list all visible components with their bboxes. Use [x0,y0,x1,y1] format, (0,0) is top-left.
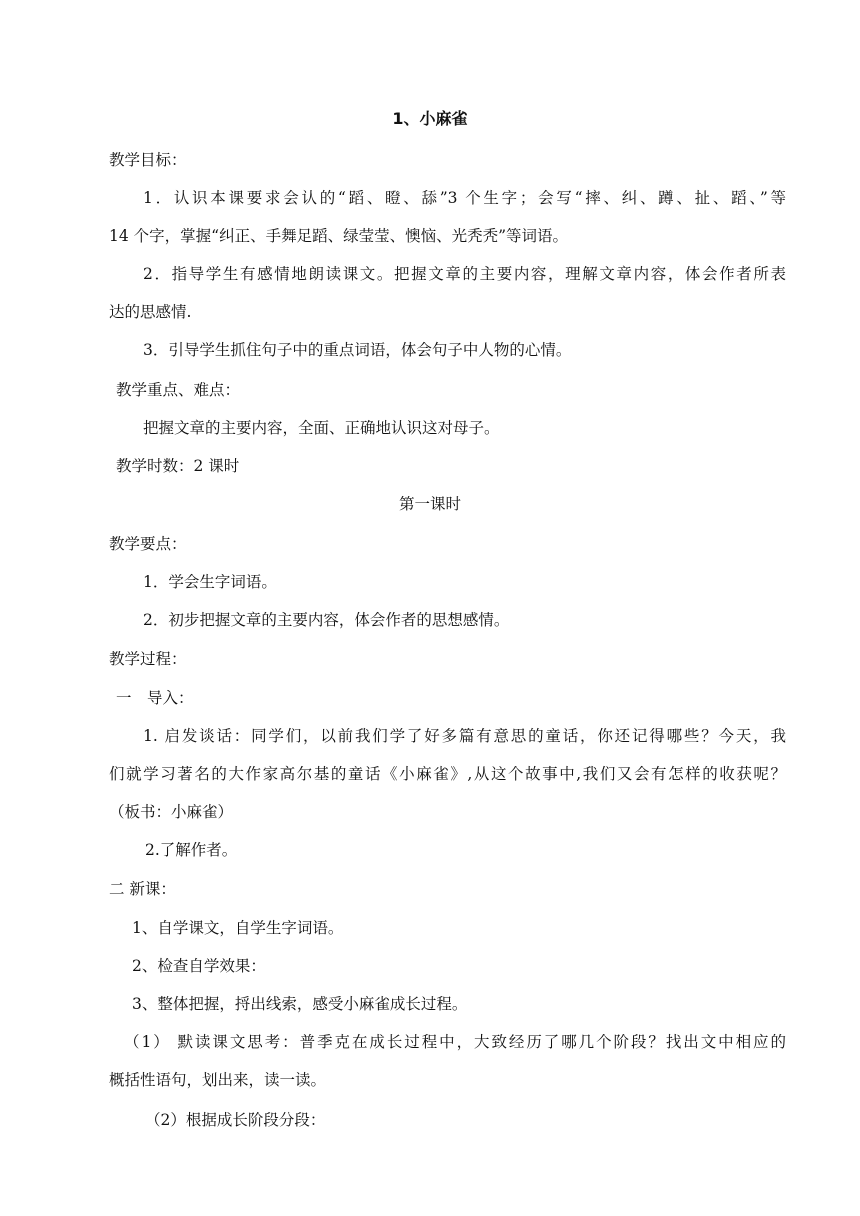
teaching-hours: 教学时数：2 课时 [116,457,240,475]
section-2-item-3: 3、整体把握，捋出线索，感受小麻雀成长过程。 [132,995,468,1013]
document-title: 1、小麻雀 [392,109,468,128]
section-1-item-1-line-2: 们就学习著名的大作家高尔基的童话《小麻雀》,从这个故事中,我们又会有怎样的收获呢？ [109,765,786,783]
section-1-heading: 一 导入： [116,689,194,707]
essential-item-2: 2．初步把握文章的主要内容，体会作者的思想感情。 [143,611,510,629]
essential-item-1: 1．学会生字词语。 [143,573,277,591]
section-2-subitem-1-line-1: （1） 默读课文思考：普季克在成长过程中，大致经历了哪几个阶段？找出文中相应的 [124,1033,786,1051]
essentials-heading: 教学要点： [109,535,187,553]
section-2-subitem-1-line-2: 概括性语句，划出来，读一读。 [109,1071,327,1089]
section-1-item-1-line-3: （板书：小麻雀） [109,803,234,821]
goals-heading: 教学目标： [109,151,187,169]
section-2-heading: 二 新课： [109,880,176,898]
process-heading: 教学过程： [109,650,187,668]
goal-item-1-line-2: 14 个字，掌握“纠正、手舞足蹈、绿莹莹、懊恼、光秃秃”等词语。 [109,227,569,245]
lesson-title: 第一课时 [398,495,461,513]
goal-item-2-line-1: 2．指导学生有感情地朗读课文。把握文章的主要内容，理解文章内容，体会作者所表 [143,265,786,283]
goal-item-1-line-1: 1．认识本课要求会认的“蹈、瞪、舔”3 个生字；会写“摔、纠、蹲、扯、蹈、”等 [143,189,786,207]
goal-item-2-line-2: 达的思感情. [109,303,192,321]
key-points-heading: 教学重点、难点： [116,381,241,399]
section-2-subitem-2: （2）根据成长阶段分段： [145,1111,326,1129]
section-1-item-1-line-1: 1. 启发谈话：同学们，以前我们学了好多篇有意思的童话，你还记得哪些？今天，我 [143,727,786,745]
section-2-item-2: 2、检查自学效果： [132,957,266,975]
key-points-content: 把握文章的主要内容，全面、正确地认识这对母子。 [143,419,500,437]
section-1-item-2: 2.了解作者。 [145,841,238,859]
goal-item-3: 3．引导学生抓住句子中的重点词语，体会句子中人物的心情。 [143,341,572,359]
section-2-item-1: 1、自学课文，自学生字词语。 [132,919,344,937]
